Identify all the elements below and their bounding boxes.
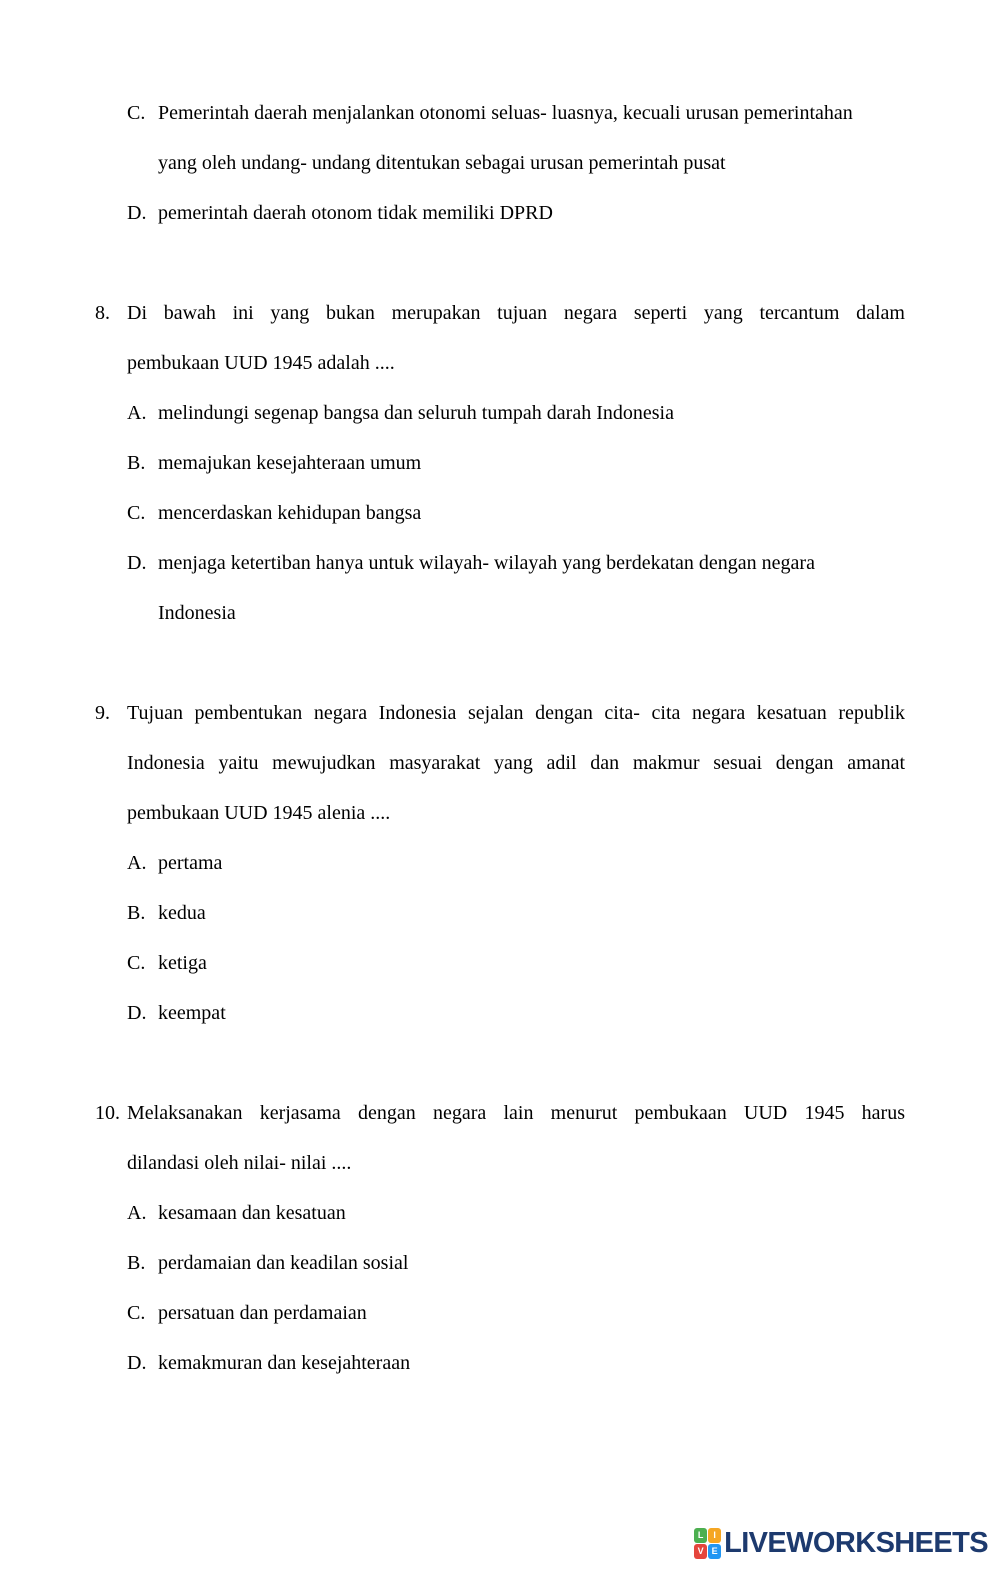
option-row[interactable] (95, 1238, 905, 1288)
option-letter: B. (127, 452, 146, 474)
option-text: perdamaian dan keadilan sosial (158, 1252, 409, 1274)
question-text-line (95, 688, 905, 738)
logo-tile-e: E (708, 1544, 721, 1559)
option-letter: C. (127, 102, 146, 124)
option-row[interactable] (95, 538, 905, 588)
question-text-line (95, 738, 905, 788)
option-text: Indonesia (158, 602, 236, 624)
option-text: persatuan dan perdamaian (158, 1302, 367, 1324)
option-row[interactable] (95, 1188, 905, 1238)
option-letter: A. (127, 1202, 147, 1224)
option-letter: D. (127, 552, 147, 574)
document-content (95, 0, 905, 1388)
brand-text: LIVEWORKSHEETS (724, 1526, 988, 1559)
option-text: kedua (158, 902, 206, 924)
option-text: Pemerintah daerah menjalankan otonomi seluas- luasnya, kecuali urusan pemerintahan (158, 102, 853, 124)
option-row[interactable] (95, 888, 905, 938)
option-letter: A. (127, 852, 147, 874)
option-row[interactable] (95, 838, 905, 888)
question-text-line (95, 1088, 905, 1138)
option-row[interactable] (95, 438, 905, 488)
option-row[interactable] (95, 938, 905, 988)
option-letter: D. (127, 1352, 147, 1374)
question-text: pembukaan UUD 1945 alenia .... (127, 802, 391, 824)
question-text: pembukaan UUD 1945 adalah .... (127, 352, 395, 374)
option-letter: C. (127, 952, 146, 974)
question-number: 9. (95, 702, 110, 724)
option-letter: D. (127, 1002, 147, 1024)
option-text: memajukan kesejahteraan umum (158, 452, 422, 474)
option-letter: D. (127, 202, 147, 224)
options-continuation-block (95, 88, 905, 238)
option-letter: B. (127, 1252, 146, 1274)
liveworksheets-logo-icon (694, 1528, 721, 1559)
option-letter: C. (127, 502, 146, 524)
option-row[interactable] (95, 388, 905, 438)
option-row[interactable] (95, 1338, 905, 1388)
logo-tile-i: I (708, 1528, 721, 1543)
question-text-line (95, 338, 905, 388)
question-text: Di bawah ini yang bukan merupakan tujuan negara seperti yang tercantum dalam (127, 302, 905, 324)
option-text: kemakmuran dan kesejahteraan (158, 1352, 411, 1374)
footer (0, 1524, 988, 1562)
question-text: dilandasi oleh nilai- nilai .... (127, 1152, 352, 1174)
option-row[interactable] (95, 188, 905, 238)
option-letter: B. (127, 902, 146, 924)
question-text-line (95, 788, 905, 838)
question-text: Melaksanakan kerjasama dengan negara lain menurut pembukaan UUD 1945 harus (127, 1102, 905, 1124)
option-row[interactable] (95, 88, 905, 138)
question-text: Indonesia yaitu mewujudkan masyarakat yang adil dan makmur sesuai dengan amanat (127, 752, 905, 774)
question-block (95, 288, 905, 638)
option-text: pemerintah daerah otonom tidak memiliki DPRD (158, 202, 553, 224)
option-text: ketiga (158, 952, 207, 974)
option-text: yang oleh undang- undang ditentukan sebagai urusan pemerintah pusat (158, 152, 726, 174)
option-row-continuation[interactable] (95, 138, 905, 188)
option-text: keempat (158, 1002, 226, 1024)
logo-tile-v: V (694, 1544, 707, 1559)
option-row[interactable] (95, 988, 905, 1038)
option-text: mencerdaskan kehidupan bangsa (158, 502, 422, 524)
question-text: Tujuan pembentukan negara Indonesia sejalan dengan cita- cita negara kesatuan republik (127, 702, 905, 724)
option-row[interactable] (95, 488, 905, 538)
question-number: 10. (95, 1102, 120, 1124)
question-block (95, 688, 905, 1038)
liveworksheets-logo[interactable] (694, 1528, 988, 1559)
question-number: 8. (95, 302, 110, 324)
option-text: menjaga ketertiban hanya untuk wilayah- wilayah yang berdekatan dengan negara (158, 552, 815, 574)
question-text-line (95, 1138, 905, 1188)
option-letter: A. (127, 402, 147, 424)
option-row[interactable] (95, 1288, 905, 1338)
option-letter: C. (127, 1302, 146, 1324)
option-text: melindungi segenap bangsa dan seluruh tumpah darah Indonesia (158, 402, 674, 424)
question-block (95, 1088, 905, 1388)
option-text: kesamaan dan kesatuan (158, 1202, 346, 1224)
option-row-continuation[interactable] (95, 588, 905, 638)
logo-tile-l: L (694, 1528, 707, 1543)
question-text-line (95, 288, 905, 338)
option-text: pertama (158, 852, 223, 874)
